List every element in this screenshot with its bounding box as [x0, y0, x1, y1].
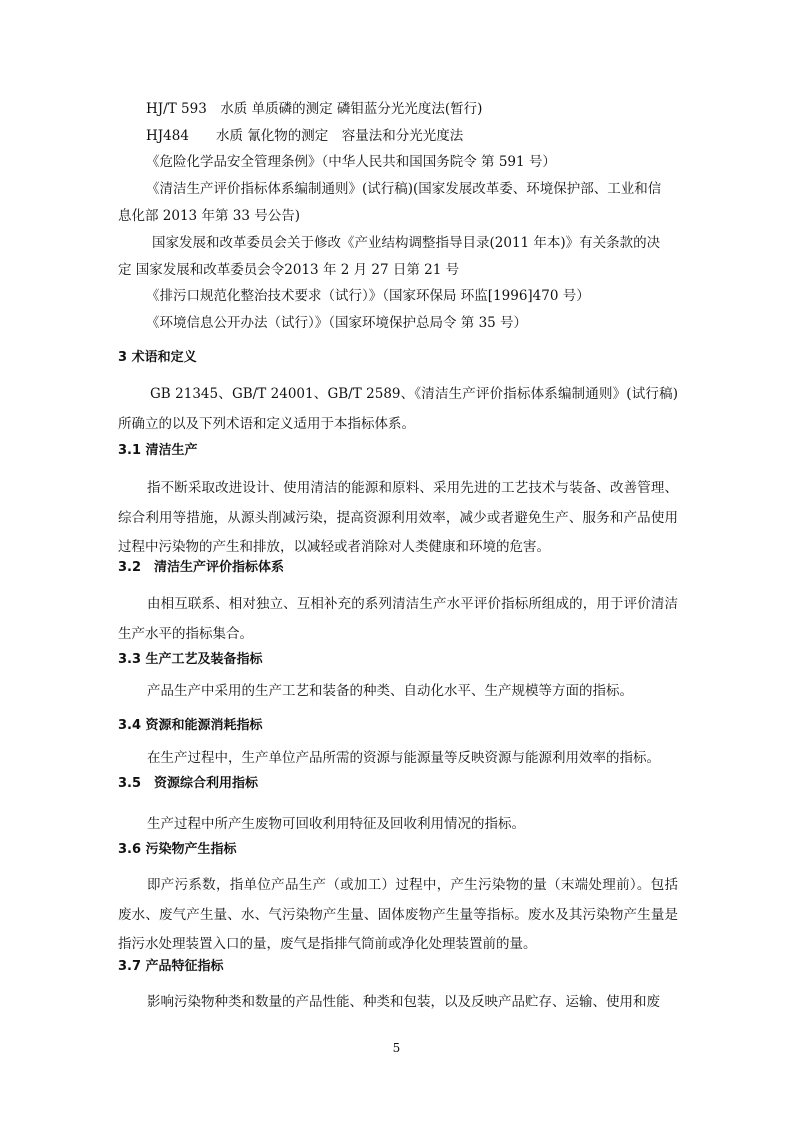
page-number: 5	[392, 1041, 401, 1055]
section-3-4-body: 在生产过程中，生产单位产品所需的资源与能源量等反映资源与能源利用效率的指标。	[147, 750, 660, 766]
ref-item-6: 《排污口规范化整治技术要求（试行）》（国家环保局 环监[1996]470 号）	[146, 288, 590, 304]
section-3-1-heading: 3.1 清洁生产	[118, 443, 198, 458]
section-3-6-heading: 3.6 污染物产生指标	[118, 842, 237, 857]
section-3-7-body: 影响污染物种类和数量的产品性能、种类和包装，以及反映产品贮存、运输、使用和废	[147, 994, 660, 1010]
ref-item-5: 国家发展和改革委员会关于修改《产业结构调整指导目录(2011 年本)》有关条款的决	[152, 235, 661, 251]
ref-item-1: HJ/T 593 水质 单质磷的测定 磷钼蓝分光光度法(暂行)	[146, 101, 483, 117]
section-3-2-heading: 3.2 清洁生产评价指标体系	[118, 560, 285, 575]
section-3-1-body: 指不断采取改进设计、使用清洁的能源和原料、采用先进的工艺技术与装备、改善管理、综合利用等措施，从源头削减污染，提高资源利用效率，减少或者避免生产、服务和产品使用过程中污染物的产生和排放，以减轻或者消除对人类健康和环境的危害。	[118, 480, 678, 555]
section-3-body: GB 21345、GB/T 24001、GB/T 2589、《清洁生产评价指标体系编制通则》(试行稿)所确立的以及下列术语和定义适用于本指标体系。	[118, 386, 678, 432]
section-3-3-body: 产品生产中采用的生产工艺和装备的种类、自动化水平、生产规模等方面的指标。	[147, 683, 633, 699]
ref-item-4: 《清洁生产评价指标体系编制通则》(试行稿)(国家发展改革委、环境保护部、工业和信	[146, 181, 662, 197]
section-3-5-body: 生产过程中所产生废物可回收利用特征及回收利用情况的指标。	[147, 816, 525, 832]
ref-item-7: 《环境信息公开办法（试行）》（国家环境保护总局令 第 35 号）	[146, 315, 528, 331]
section-3-heading: 3 术语和定义	[118, 350, 197, 365]
section-3-5-heading: 3.5 资源综合利用指标	[118, 776, 259, 791]
section-3-4-heading: 3.4 资源和能源消耗指标	[118, 718, 263, 733]
section-3-2-body: 由相互联系、相对独立、互相补充的系列清洁生产水平评价指标所组成的，用于评价清洁生产水平的指标集合。	[118, 596, 678, 642]
section-3-6-body: 即产污系数，指单位产品生产（或加工）过程中，产生污染物的量（末端处理前）。包括废水、废气产生量、水、气污染物产生量、固体废物产生量等指标。废水及其污染物产生量是指污水处理装置入口的量，废气是指排气筒前或净化处理装置前的量。	[118, 877, 678, 952]
section-3-7-heading: 3.7 产品特征指标	[118, 959, 224, 974]
ref-item-5-cont: 定 国家发展和改革委员会令2013 年 2 月 27 日第 21 号	[118, 262, 460, 278]
ref-item-2: HJ484 水质 氰化物的测定 容量法和分光光度法	[146, 128, 464, 144]
ref-item-4-cont: 息化部 2013 年第 33 号公告)	[118, 208, 300, 224]
ref-item-3: 《危险化学品安全管理条例》（中华人民共和国国务院令 第 591 号）	[146, 154, 556, 170]
section-3-3-heading: 3.3 生产工艺及装备指标	[118, 652, 263, 667]
